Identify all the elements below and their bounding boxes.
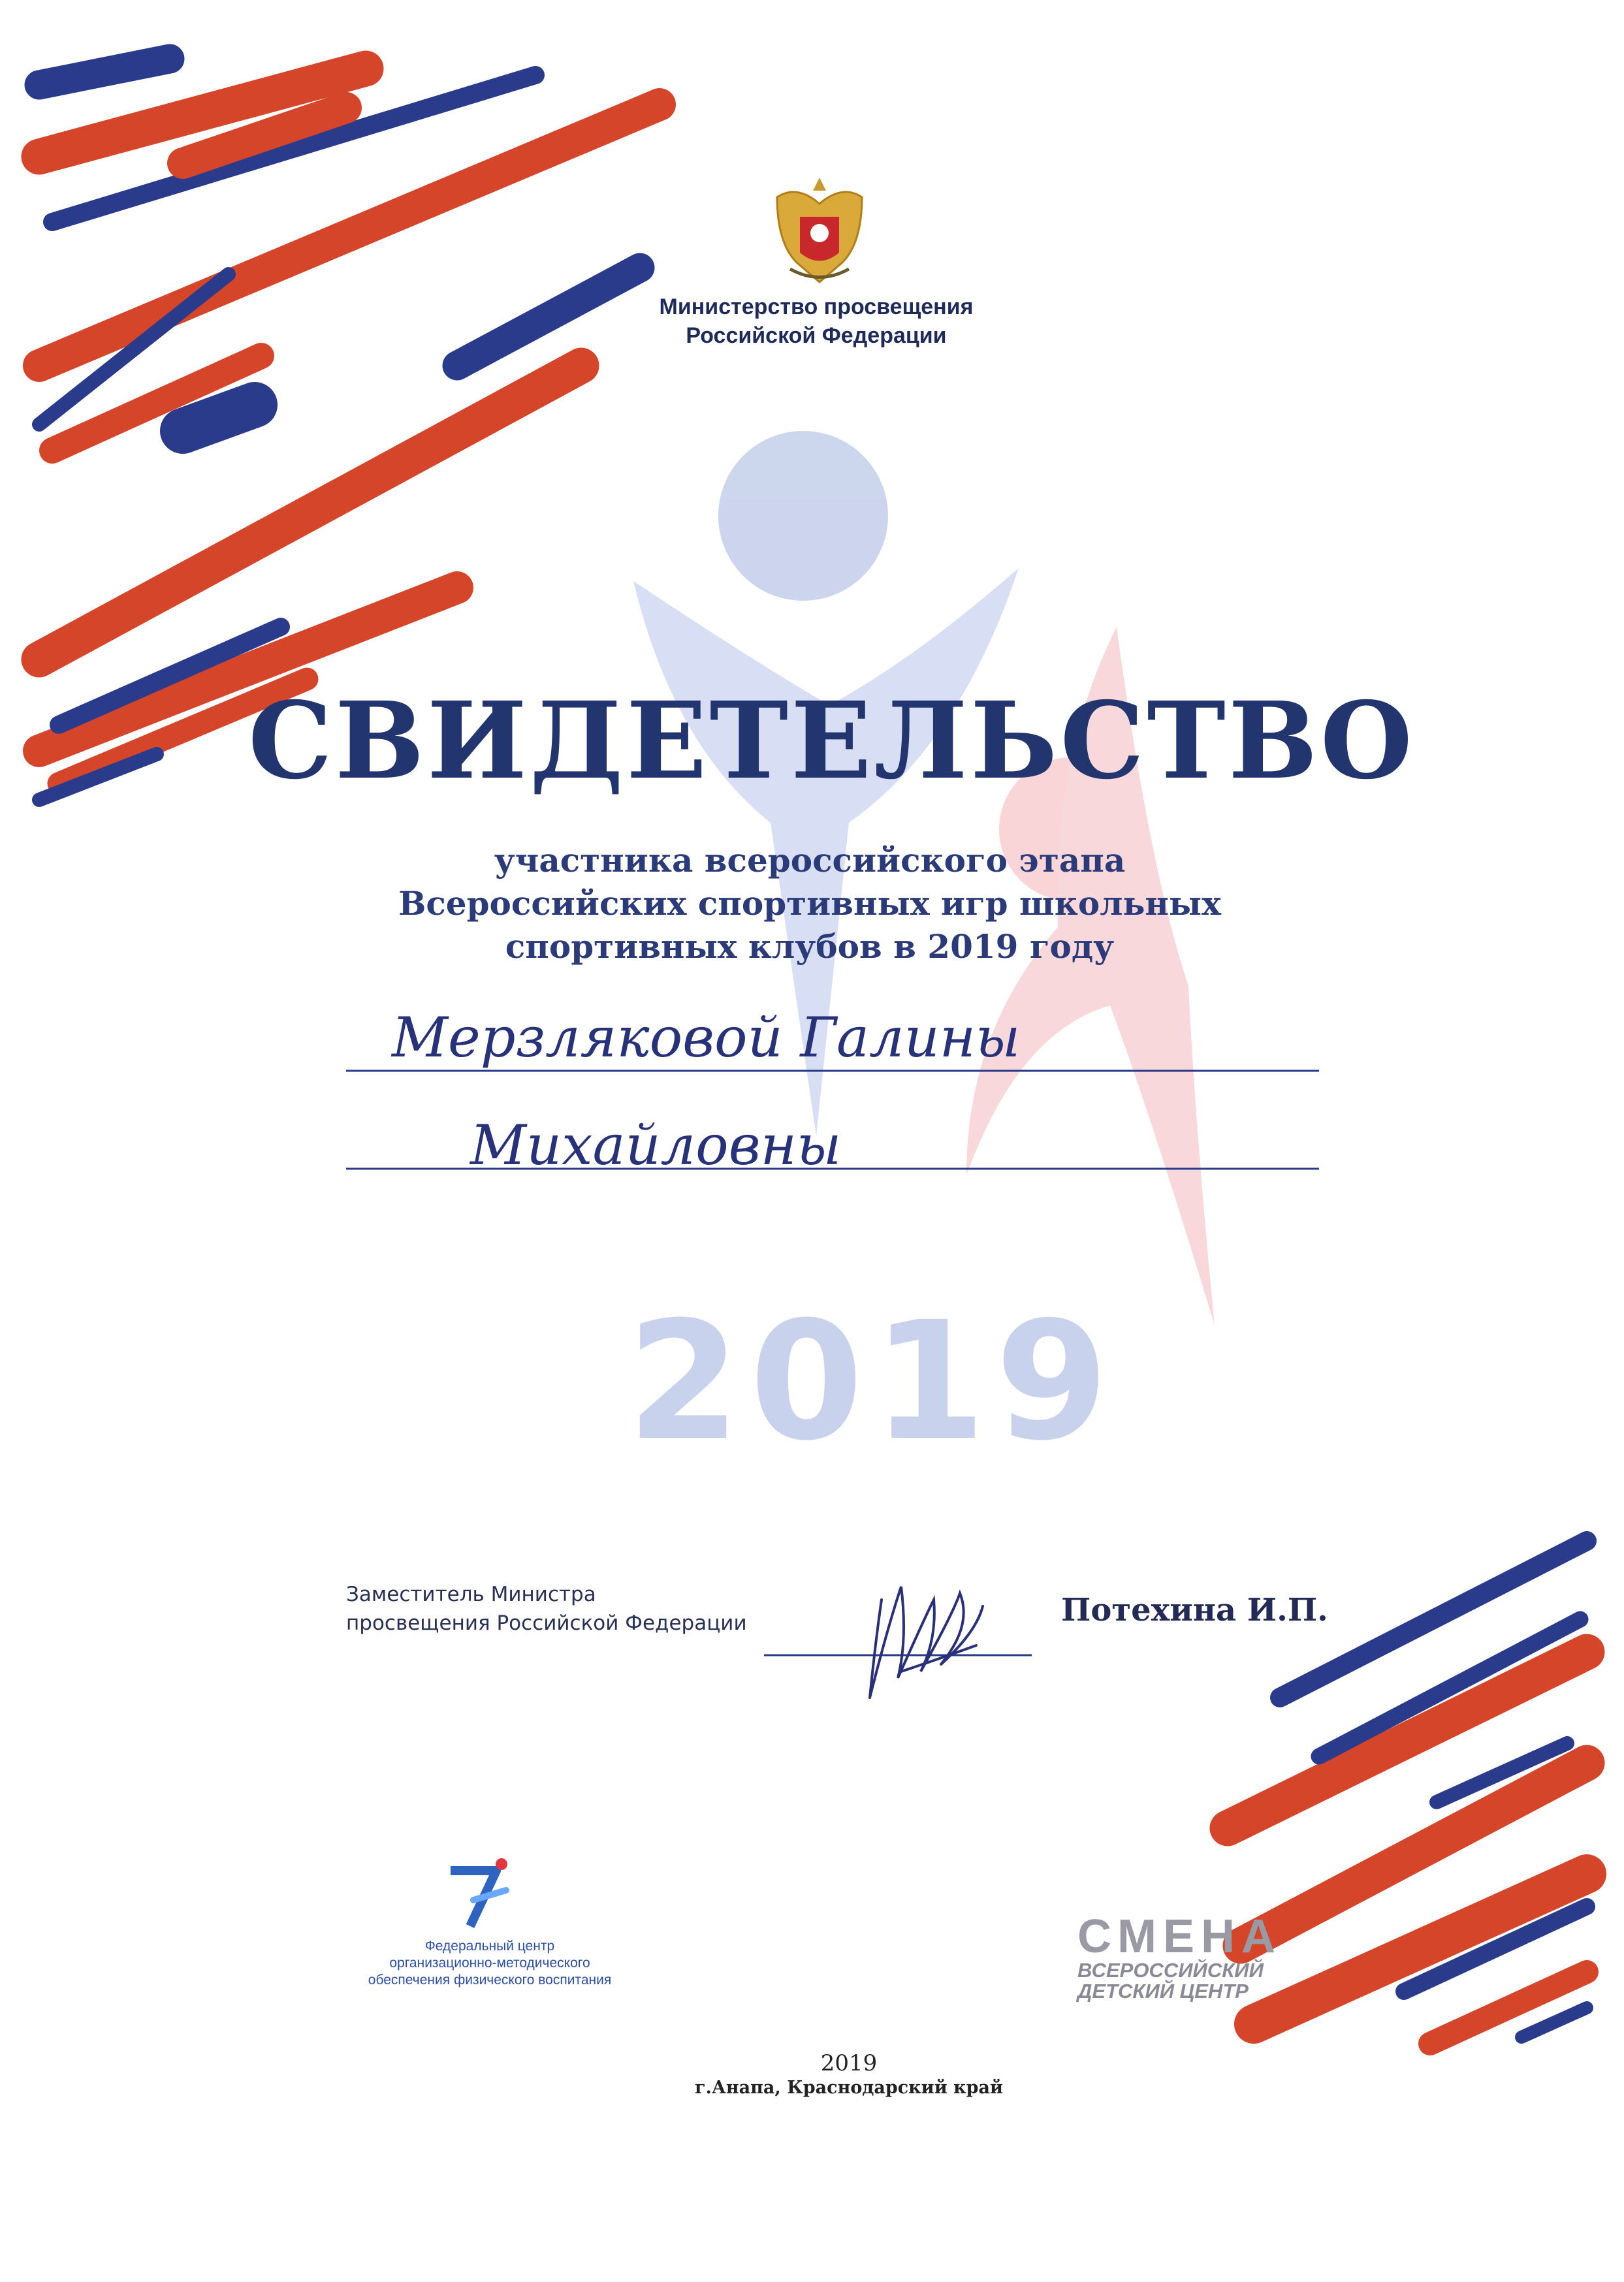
document-title: СВИДЕТЕЛЬСТВО <box>248 679 1415 803</box>
position-line1: Заместитель Министра <box>346 1583 596 1606</box>
signatory-position <box>346 1580 816 1638</box>
ministry-line1: Министерство просвещения <box>659 294 974 319</box>
recipient-name-line1: Мерзляковой Галины <box>392 1006 1021 1070</box>
smena-line2: ДЕТСКИЙ ЦЕНТР <box>1077 1980 1249 2003</box>
federal-center-line1: Федеральный центр <box>424 1939 555 1954</box>
federal-center-line2: организационно-методического <box>389 1956 590 1971</box>
signer-name: Потехина И.П. <box>1061 1592 1328 1628</box>
footer-place: г.Анапа, Краснодарский край <box>694 2078 1004 2098</box>
recipient-name-line2: Михайловны <box>470 1113 842 1177</box>
subtitle-line1: участника всероссийского этапа <box>494 841 1126 880</box>
smena-line1: ВСЕРОССИЙСКИЙ <box>1077 1959 1264 1982</box>
federal-center-line3: обеспечения физического воспитания <box>368 1973 612 1988</box>
handwritten-signature <box>862 1547 993 1711</box>
watermark-year: 2019 <box>627 1286 1118 1476</box>
smena-logo <box>1077 1910 1313 2003</box>
subtitle-line2: Всероссийских спортивных игр школьных <box>398 884 1221 923</box>
subtitle-line3: спортивных клубов в 2019 году <box>505 927 1115 966</box>
footer-year: 2019 <box>820 2050 878 2076</box>
federal-center-name <box>307 1938 673 1989</box>
federal-center-logo-icon <box>444 1854 516 1933</box>
smena-name: СМЕНА <box>1077 1910 1282 1963</box>
position-line2: просвещения Российской Федерации <box>346 1611 747 1635</box>
ministry-line2: Российской Федерации <box>686 323 947 348</box>
